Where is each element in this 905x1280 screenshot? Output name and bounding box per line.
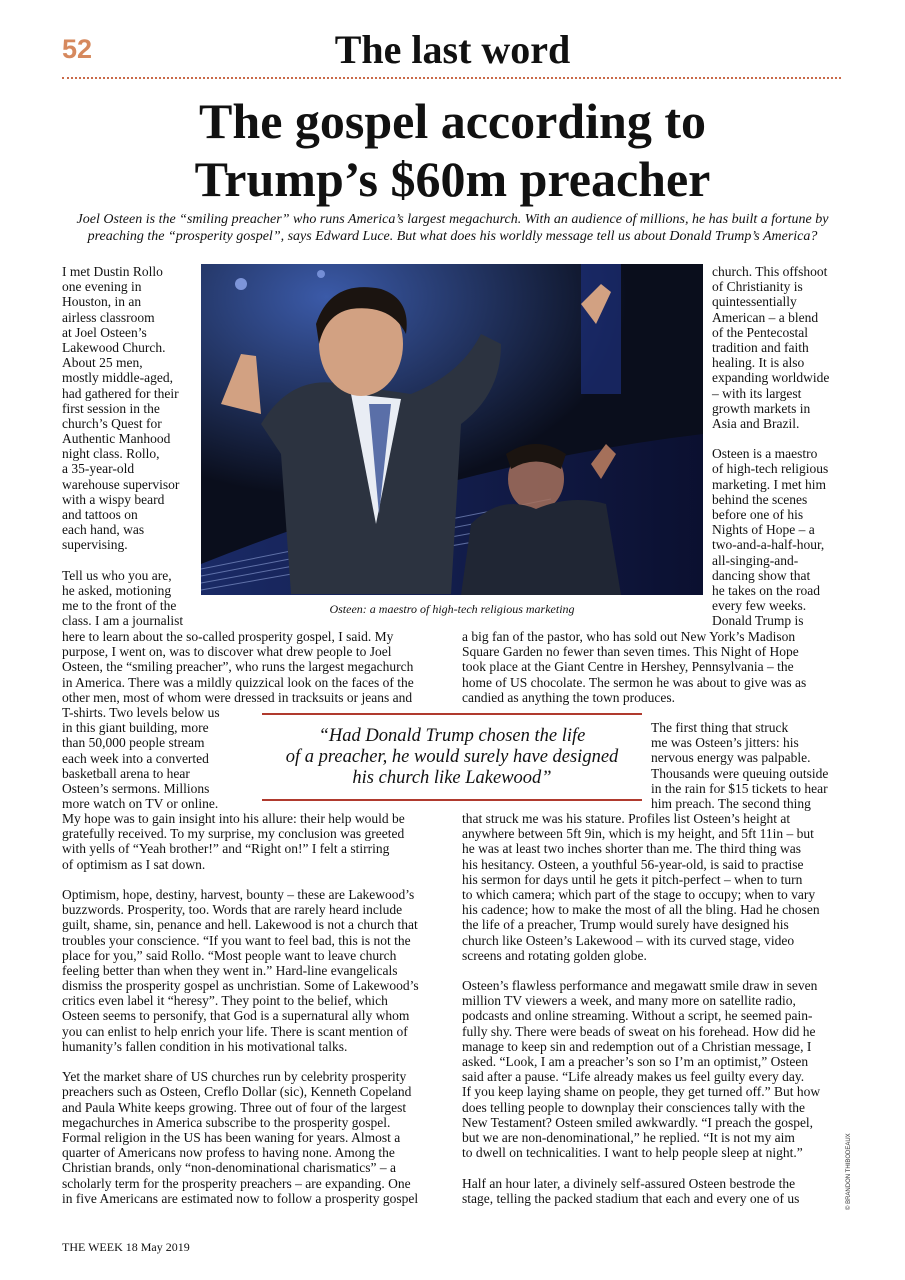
text-line: him preach. The second thing [651,795,811,811]
text-line: of Christianity is [712,279,803,295]
text-line: dismiss the prosperity gospel as unchristian. Some of Lakewood’s [62,978,419,994]
text-line: About 25 men, [62,355,143,371]
text-line: and tattoos on [62,507,138,522]
text-line: tradition and faith [712,339,809,355]
page-footer: THE WEEK 18 May 2019 [62,1240,190,1254]
text-line: critics even label it “heresy”. They point to the belief, which [62,993,388,1009]
text-line: church. This offshoot [712,264,828,279]
text-line: Osteen’s flawless performance and megawatt smile draw in seven [462,978,818,994]
text-line: I met Dustin Rollo [62,264,163,279]
text-line: home of US chocolate. The sermon he was about to give was as [462,674,807,690]
text-line: Optimism, hope, destiny, harvest, bounty – these are Lakewood’s [62,886,415,902]
text-line: Osteen’s sermons. Millions [62,780,210,796]
text-line [62,872,419,887]
preacher-photo-illustration [201,264,703,595]
text-line: American – a blend [712,309,819,325]
pullquote-rule-top [262,713,642,715]
text-line: his hesitancy. Osteen, a youthful 56-year-old, is said to practise [462,856,804,872]
text-line: basketball arena to hear [62,765,190,781]
text-line: but we are non-denominational,” he replied. “It is not my aim [462,1129,795,1145]
text-line: mostly middle-aged, [62,370,173,386]
text-line: Thousands were queuing outside [651,765,829,781]
text-line: quarter of Americans now profess to having none. Among the [62,1145,395,1161]
photo-credit [846,1130,858,1210]
left-column-body [62,811,419,1206]
text-line: dancing show that [712,567,811,583]
text-line: Half an hour later, a divinely self-assured Osteen bestrode the [462,1175,796,1191]
text-line: that struck me was his stature. Profiles list Osteen’s height at [462,811,791,826]
text-line: me to the front of the [62,598,177,614]
left-column-wide [62,629,414,705]
text-line: to which camera; which part of the stage to occupy; when to vary [462,886,816,902]
text-line: purpose, I went on, was to discover what drew people to Joel [62,644,392,660]
text-line: all-singing-and- [712,552,799,568]
standfirst-line: Joel Osteen is the “smiling preacher” who runs America’s largest megachurch. With an audience of millions, he has built a fortune by [76,212,829,227]
text-line: gratefully received. To my surprise, my conclusion was greeted [62,826,405,842]
text-line: scholarly term for the prosperity preachers – are expanding. One [62,1175,411,1191]
text-line [712,431,829,446]
text-line: manage to keep sin and redemption out of a Christian message, I [462,1038,812,1054]
text-line: quintessentially [712,294,797,310]
text-line: before one of his [712,507,804,522]
pull-quote-line: of a preacher, he would surely have designed [285,747,619,767]
text-line: first session in the [62,400,160,416]
text-line: nervous energy was palpable. [651,750,811,766]
text-line [62,553,183,568]
text-line: feeling better than when they went in.” Hard-line evangelicals [62,962,398,978]
text-line: Osteen seems to personify, that God is a supernatural ally whom [62,1008,410,1024]
text-line: he asked, motioning [62,582,172,598]
headline [60,92,845,208]
text-line: fully shy. There were beads of sweat on his forehead. How did he [462,1023,816,1039]
text-line: Houston, in an [62,294,142,310]
text-line: expanding worldwide [712,370,830,386]
text-line: said after a pause. “Life already makes us feel guilty every day. [462,1069,805,1085]
text-line: guilt, shame, sin, penance and hell. Lakewood is not a church that [62,917,418,933]
text-line: Asia and Brazil. [712,415,800,431]
text-line [462,1160,820,1175]
text-line: Osteen, the “smiling preacher”, who runs the largest megachurch [62,659,414,675]
left-column-intro [62,264,183,629]
left-column-pullquote-wrap [62,705,220,811]
text-line: – with its largest [712,385,802,401]
page-number: 52 [62,34,93,64]
text-line: other men, most of whom were dressed in tracksuits or jeans and [62,689,413,705]
pull-quote-line: his church like Lakewood” [352,768,552,788]
text-line: If you keep laying shame on people, they get turned off.” But how [462,1084,821,1100]
text-line: his sermon for days until he gets it pitch-perfect – when to turn [462,871,803,887]
text-line: every few weeks. [712,598,807,614]
pull-quote [262,726,642,789]
text-line: humanity’s fallen condition in his motivational talks. [62,1038,348,1054]
text-line: his cadence; how to make the most of all the bling. Had he chosen [462,902,820,918]
text-line: each hand, was [62,522,145,538]
text-line: one evening in [62,279,142,295]
text-line: megachurches in America subscribe to the prosperity gospel. [62,1114,391,1130]
text-line: he takes on the road [712,582,820,598]
right-column-pullquote-wrap [651,720,828,811]
text-line: New Testament? Osteen smiled awkwardly. “I preach the gospel, [462,1114,814,1130]
text-line: you can enlist to help enrich your life. There is scant mention of [62,1023,408,1039]
text-line: in five Americans are estimated now to follow a prosperity gospel [62,1190,419,1206]
text-line: Nights of Hope – a [712,522,815,538]
text-line [462,963,820,978]
text-line: a 35-year-old [62,461,135,477]
text-line: than 50,000 people stream [62,735,205,751]
text-line: each week into a converted [62,750,209,766]
text-line: Authentic Manhood [62,431,171,447]
text-line: class. I am a journalist [62,613,184,629]
text-line: church like Osteen’s Lakewood – with its curved stage, video [462,932,795,948]
text-line: million TV viewers a week, and many more on satellite radio, [462,993,796,1009]
text-line: he was at least two inches shorter than me. The third thing was [462,841,802,857]
text-line: in the rain for $15 tickets to hear [651,780,828,796]
text-line: warehouse supervisor [62,476,180,492]
text-line: Yet the market share of US churches run by celebrity prosperity [62,1069,407,1085]
text-line: with yells of “Yeah brother!” and “Right on!” I felt a stirring [62,841,390,857]
text-line: asked. “Look, I am a preacher’s son so I’m an optimist,” Osteen [462,1054,809,1069]
headline-line: The gospel according to [199,93,706,149]
text-line: of high-tech religious [712,461,829,477]
text-line: anywhere between 5ft 9in, which is my height, and 5ft 11in – but [462,826,814,842]
text-line: of the Pentecostal [712,324,808,340]
text-line: church’s Quest for [62,415,162,431]
right-column-intro [712,264,829,629]
text-line: had gathered for their [62,385,179,401]
text-line: Tell us who you are, [62,567,172,583]
text-line: Formal religion in the US has been waning for years. Almost a [62,1129,401,1145]
text-line: Square Garden no fewer than seven times. This Night of Hope [462,644,799,660]
text-line: took place at the Giant Centre in Hershey, Pennsylvania – the [462,659,794,675]
pullquote-rule-bottom [262,799,642,801]
photo-caption: Osteen: a maestro of high-tech religious marketing [329,602,575,616]
text-line: candied as anything the town produces. [462,689,675,705]
text-line: behind the scenes [712,491,808,507]
text-line: Christian brands, only “non-denominational charismatics” – a [62,1160,397,1176]
text-line: Osteen is a maestro [712,446,818,462]
headline-line: Trump’s $60m preacher [194,151,711,207]
text-line: marketing. I met him [712,476,826,492]
text-line: at Joel Osteen’s [62,324,147,340]
text-line [62,1054,419,1069]
section-title: The last word [334,27,571,72]
text-line: The first thing that struck [651,720,789,735]
text-line: and Paula White keeps growing. Three out of four of the largest [62,1099,407,1115]
text-line: preachers such as Osteen, Creflo Dollar (sic), Kenneth Copeland [62,1084,412,1100]
text-line: in this giant building, more [62,720,209,736]
right-column-body [462,811,820,1206]
text-line: a big fan of the pastor, who has sold out New York’s Madison [462,629,796,644]
text-line: screens and rotating golden globe. [462,947,647,963]
standfirst-line: preaching the “prosperity gospel”, says Edward Luce. But what does his worldly message tell us about Donald Trump’s America? [87,229,818,244]
text-line: Donald Trump is [712,613,804,629]
right-column-wide [462,629,806,705]
pull-quote-line: “Had Donald Trump chosen the life [318,726,586,746]
text-line: night class. Rollo, [62,446,160,462]
text-line: podcasts and online streaming. Without a script, he seemed pain- [462,1008,813,1024]
text-line: stage, telling the packed stadium that each and every one of us [462,1190,800,1206]
text-line: here to learn about the so-called prosperity gospel, I said. My [62,629,394,644]
text-line: the life of a preacher, Trump would surely have designed his [462,917,789,933]
text-line: with a wispy beard [62,491,165,507]
header-divider [62,77,841,79]
text-line: troubles your conscience. “If you want to feel bad, this is not the [62,932,411,948]
photo-credit-text: © BRANDON THIBODEAUX [846,1133,852,1210]
text-line: growth markets in [712,400,811,416]
text-line: in America. There was a mildly quizzical look on the faces of the [62,674,414,690]
text-line: more watch on TV or online. [62,796,219,812]
text-line: me was Osteen’s jitters: his [651,735,799,751]
text-line: buzzwords. Prosperity, too. Words that are rarely heard include [62,902,403,918]
text-line: T-shirts. Two levels below us [62,705,220,720]
text-line: supervising. [62,537,128,553]
text-line: healing. It is also [712,355,805,371]
standfirst [60,211,845,245]
article-photo [201,264,703,595]
text-line: My hope was to gain insight into his allure: their help would be [62,811,405,826]
text-line: does telling people to downplay their consciences tally with the [462,1099,806,1115]
text-line: airless classroom [62,309,155,325]
text-line: to dwell on technicalities. I want to help people sleep at night.” [462,1145,803,1161]
text-line: of optimism as I sat down. [62,856,206,872]
text-line: place for you,” said Rollo. “Most people want to leave church [62,947,397,963]
text-line: two-and-a-half-hour, [712,537,825,553]
text-line: Lakewood Church. [62,339,166,355]
